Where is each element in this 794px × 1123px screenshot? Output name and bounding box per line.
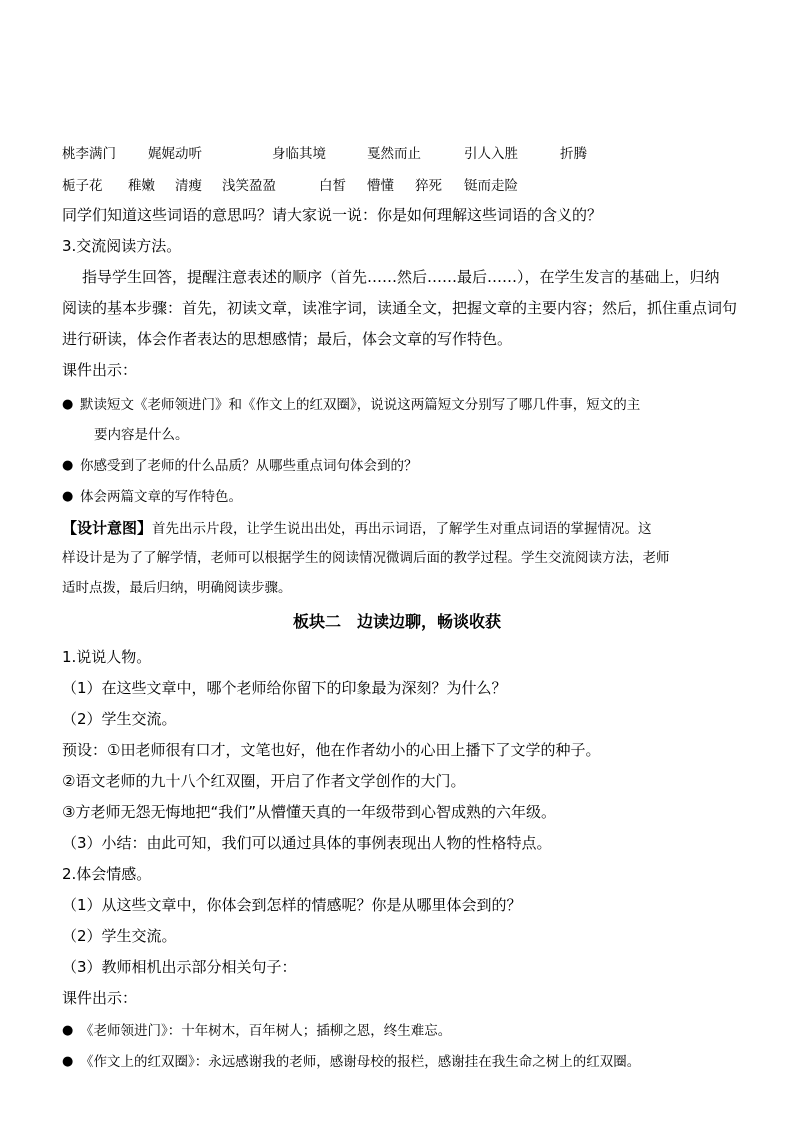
step-heading: 2.体会情感。 bbox=[62, 865, 152, 883]
paragraph: 同学们知道这些词语的意思吗？请大家说一说：你是如何理解这些词语的含义的？ bbox=[62, 206, 603, 224]
courseware-label: 课件出示： bbox=[62, 361, 138, 379]
word: 引人入胜 bbox=[464, 146, 518, 162]
word: 娓娓动听 bbox=[148, 146, 202, 162]
quote-text: 《作文上的红双圈》：永远感谢我的老师，感谢母校的报栏，感谢挂在我生命之树上的红双圈。 bbox=[80, 1054, 641, 1070]
bullet-icon: ● bbox=[62, 1054, 74, 1069]
bullet-text: 你感受到了老师的什么品质？从哪些重点词句体会到的？ bbox=[80, 458, 418, 474]
bullet-text: 体会两篇文章的写作特色。 bbox=[80, 489, 242, 505]
paragraph-line: 进行研读，体会作者表达的思想感情；最后，体会文章的写作特色。 bbox=[62, 330, 513, 348]
step-heading: 1.说说人物。 bbox=[62, 648, 152, 666]
word: 白皙 bbox=[319, 178, 346, 194]
design-intent-text: 首先出示片段，让学生说出出处，再出示词语，了解学生对重点词语的掌握情况。这 bbox=[152, 521, 652, 537]
sub-item: （3）教师相机出示部分相关句子： bbox=[62, 958, 297, 976]
word: 身临其境 bbox=[272, 146, 326, 162]
sub-item: （2）学生交流。 bbox=[62, 710, 177, 728]
word: 稚嫩 bbox=[128, 178, 155, 194]
word: 折腾 bbox=[560, 146, 587, 162]
design-intent bbox=[62, 518, 652, 539]
word: 懵懂 bbox=[367, 178, 394, 194]
sub-item: （1）从这些文章中，你体会到怎样的情感呢？你是从哪里体会到的？ bbox=[62, 896, 522, 914]
word: 浅笑盈盈 bbox=[222, 178, 276, 194]
word: 猝死 bbox=[415, 178, 442, 194]
bullet-text: 要内容是什么。 bbox=[94, 427, 189, 443]
sub-item: （2）学生交流。 bbox=[62, 927, 177, 945]
bullet-icon: ● bbox=[62, 1023, 74, 1038]
quote-text: 《老师领进门》：十年树木，百年树人；插柳之恩，终生难忘。 bbox=[80, 1023, 452, 1039]
design-intent-line: 适时点拨，最后归纳，明确阅读步骤。 bbox=[62, 580, 292, 596]
paragraph-line: 指导学生回答，提醒注意表述的顺序（首先……然后……最后……），在学生发言的基础上，归纳 bbox=[82, 268, 720, 286]
bullet-icon: ● bbox=[62, 489, 74, 504]
preset-answer: ②语文老师的九十八个红双圈，开启了作者文学创作的大门。 bbox=[62, 772, 466, 790]
preset-answer: ③方老师无怨无悔地把“我们”从懵懂天真的一年级带到心智成熟的六年级。 bbox=[62, 803, 556, 821]
word: 清瘦 bbox=[175, 178, 202, 194]
preset-answer: 预设：①田老师很有口才，文笔也好，他在作者幼小的心田上播下了文学的种子。 bbox=[62, 741, 601, 759]
step-heading: 3.交流阅读方法。 bbox=[62, 237, 182, 255]
bullet-text: 默读短文《老师领进门》和《作文上的红双圈》，说说这两篇短文分别写了哪几件事，短文的主 bbox=[80, 397, 641, 413]
design-intent-label: 【设计意图】 bbox=[62, 519, 153, 537]
section-title: 板块二 边读边聊，畅谈收获 bbox=[292, 612, 501, 631]
sub-item: （3）小结：由此可知，我们可以通过具体的事例表现出人物的性格特点。 bbox=[62, 834, 552, 852]
word: 铤而走险 bbox=[464, 178, 518, 194]
word: 栀子花 bbox=[62, 178, 103, 194]
courseware-label: 课件出示： bbox=[62, 989, 138, 1007]
design-intent-line: 样设计是为了了解学情，老师可以根据学生的阅读情况微调后面的教学过程。学生交流阅读方法，老师 bbox=[62, 550, 670, 566]
word: 戛然而止 bbox=[367, 146, 421, 162]
word: 桃李满门 bbox=[62, 146, 116, 162]
bullet-icon: ● bbox=[62, 397, 74, 412]
paragraph-line: 阅读的基本步骤：首先，初读文章，读准字词，读通全文，把握文章的主要内容；然后，抓住重点词句 bbox=[62, 299, 738, 317]
bullet-icon: ● bbox=[62, 458, 74, 473]
sub-item: （1）在这些文章中，哪个老师给你留下的印象最为深刻？为什么？ bbox=[62, 679, 507, 697]
